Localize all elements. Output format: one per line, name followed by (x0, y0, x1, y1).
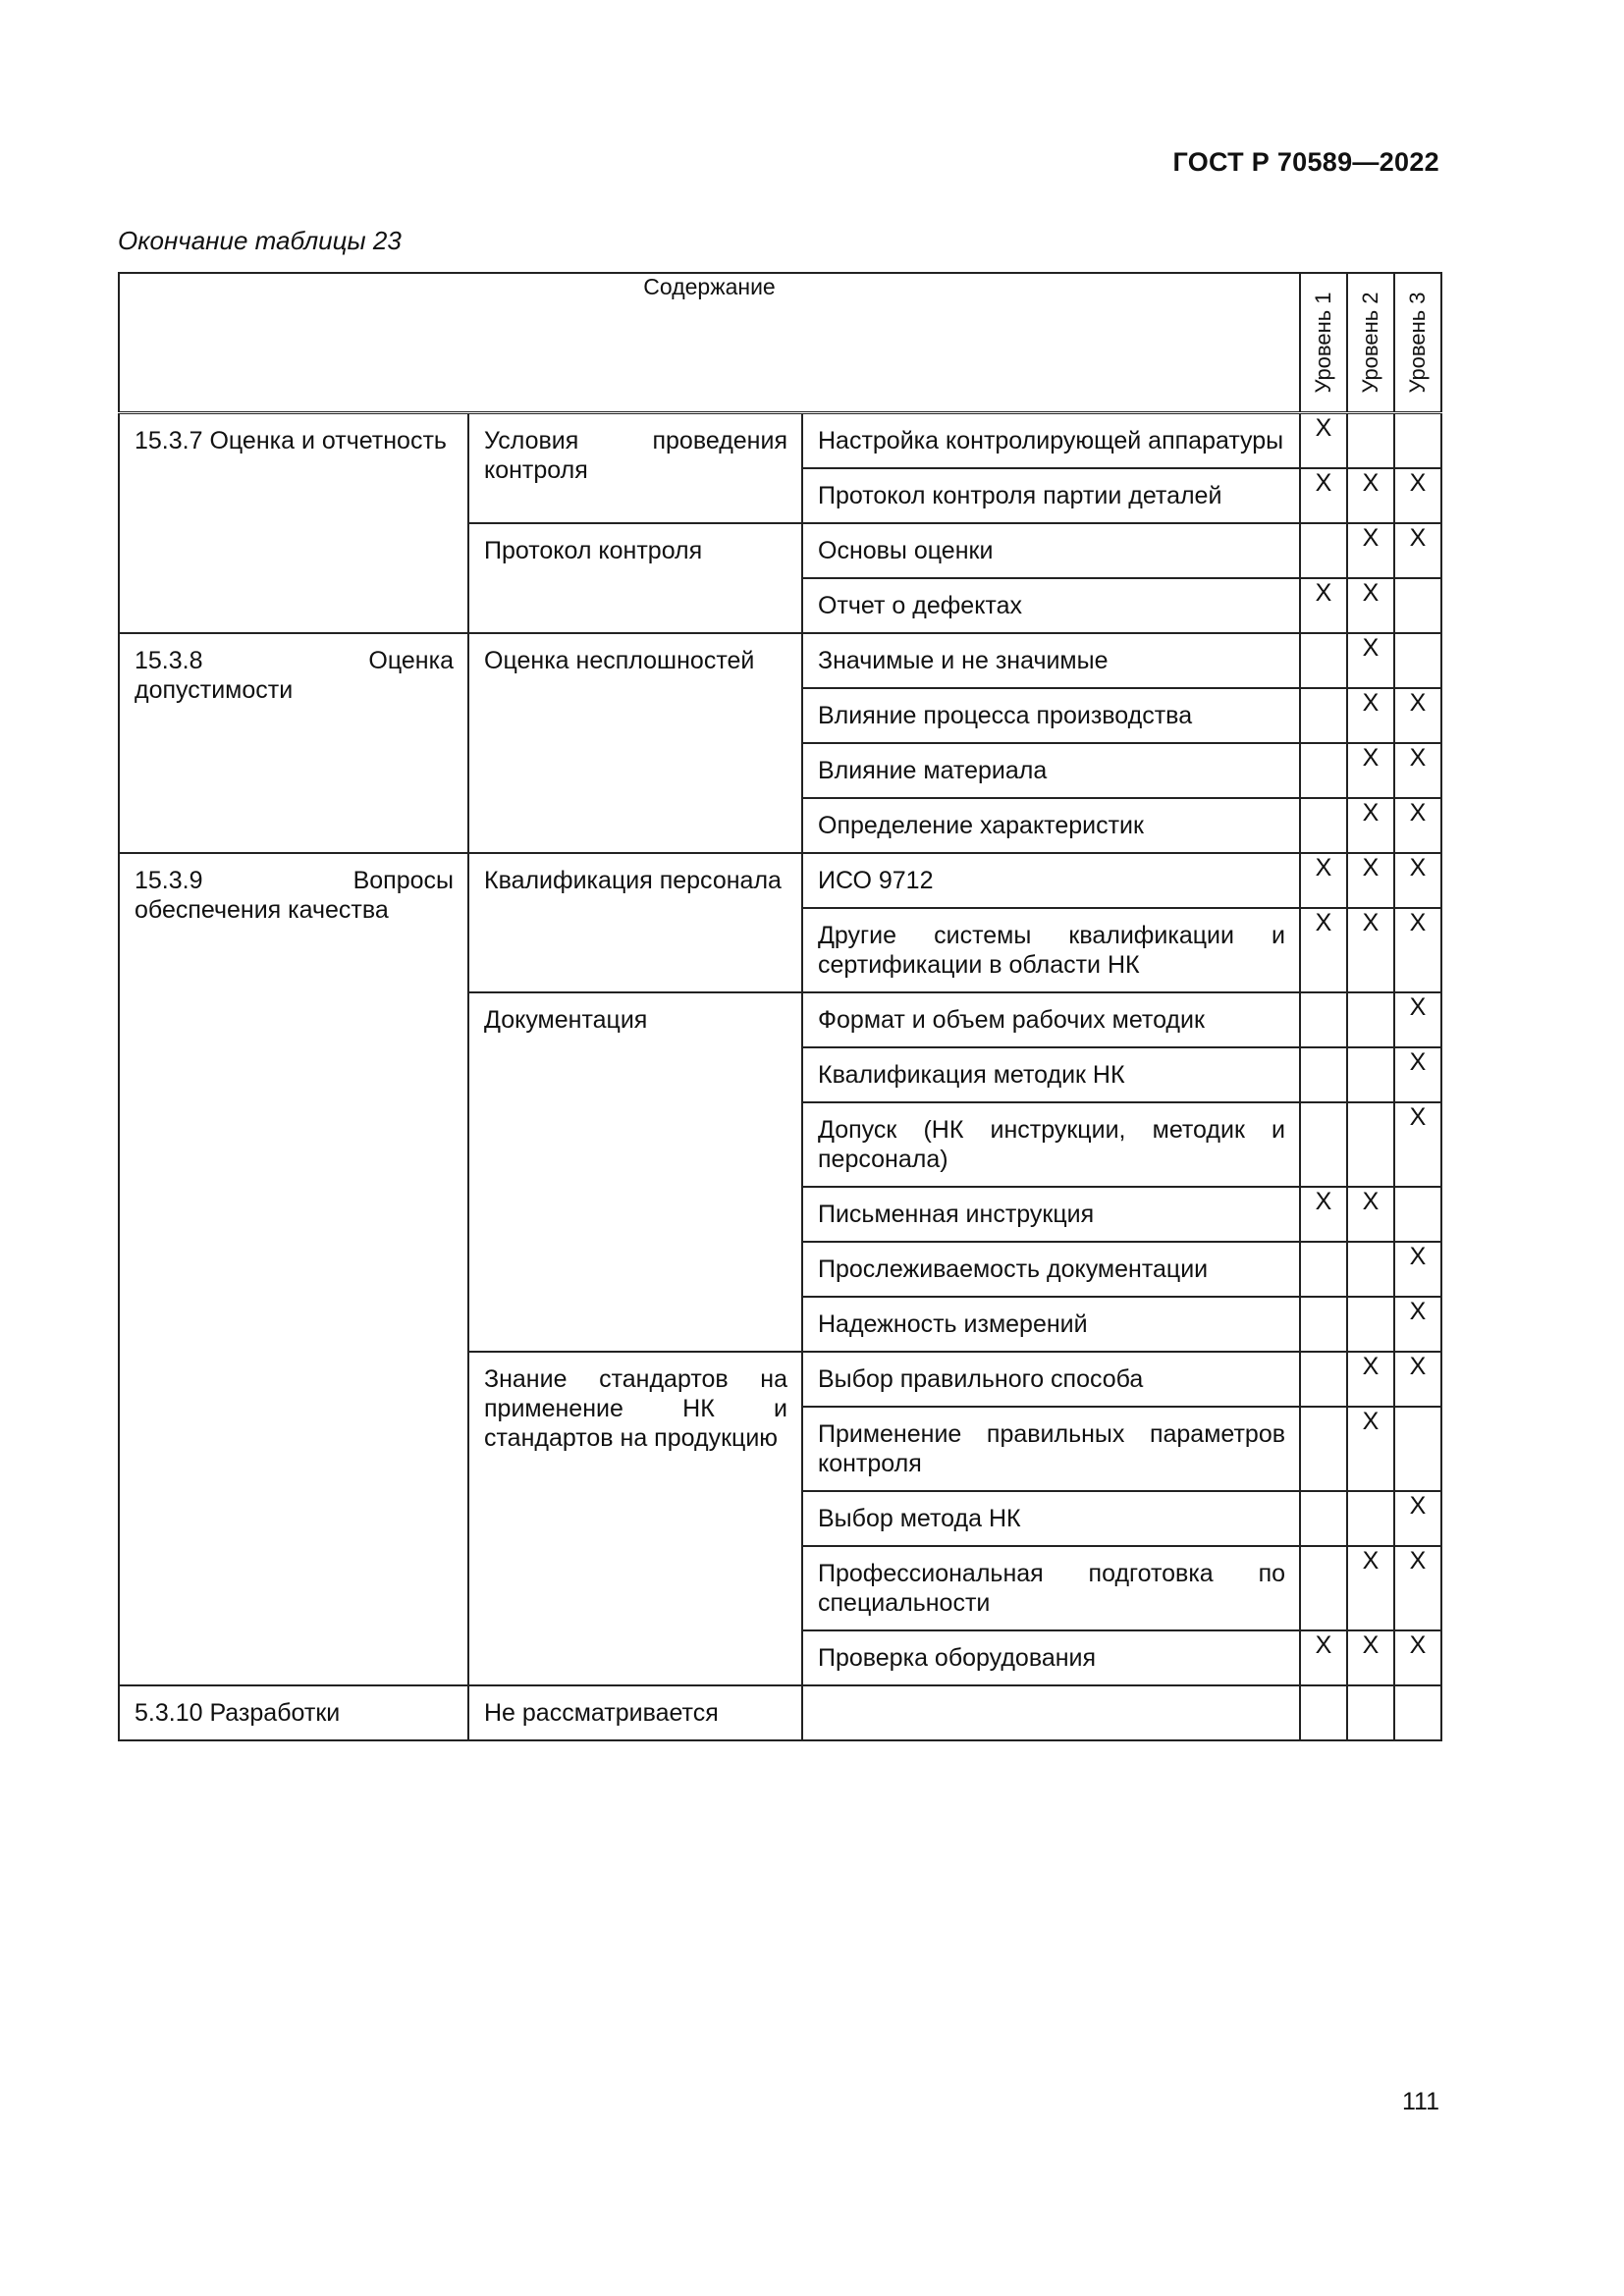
level-2-mark (1347, 1102, 1394, 1187)
item-cell (802, 688, 1300, 743)
topic-cell (468, 853, 802, 992)
table-row (119, 633, 1441, 688)
item-cell (802, 992, 1300, 1047)
level-1-mark (1300, 688, 1347, 743)
level-3-mark: X (1394, 743, 1441, 798)
level-3-mark (1394, 633, 1441, 688)
table-row (119, 1685, 1441, 1740)
level-1-mark (1300, 1407, 1347, 1491)
level-2-mark (1347, 1491, 1394, 1546)
level-3-mark: X (1394, 688, 1441, 743)
item-text: Выбор метода НК (818, 1505, 1021, 1532)
level-1-mark: X (1300, 853, 1347, 908)
level-2-mark (1347, 1685, 1394, 1740)
item-text: Проверка оборудования (818, 1644, 1097, 1672)
level-3-mark: X (1394, 1352, 1441, 1407)
item-text: Прослеживаемость документации (818, 1255, 1209, 1283)
level-1-mark (1300, 1352, 1347, 1407)
level-2-mark: X (1347, 633, 1394, 688)
level-3-mark: X (1394, 468, 1441, 523)
level-2-mark: X (1347, 743, 1394, 798)
section-text: 15.3.7 Оценка и отчетность (135, 427, 447, 454)
item-cell (802, 1242, 1300, 1297)
level-3-mark: X (1394, 1546, 1441, 1630)
level-1-mark (1300, 1491, 1347, 1546)
level-2-mark: X (1347, 578, 1394, 633)
item-text: Квалификация методик НК (818, 1061, 1125, 1089)
header-level-1 (1300, 273, 1347, 413)
level-3-mark: X (1394, 908, 1441, 992)
level-1-mark (1300, 1685, 1347, 1740)
item-cell (802, 1491, 1300, 1546)
level-1-mark: X (1300, 413, 1347, 469)
item-cell (802, 1187, 1300, 1242)
level-3-mark (1394, 413, 1441, 469)
table-row (119, 413, 1441, 469)
item-cell (802, 633, 1300, 688)
level-3-mark: X (1394, 1102, 1441, 1187)
header-level-3 (1394, 273, 1441, 413)
section-cell (119, 853, 468, 1685)
level-1-mark: X (1300, 578, 1347, 633)
topic-text: Протокол контроля (484, 537, 703, 564)
item-text: Применение правильных параметров контроля (818, 1420, 1286, 1477)
section-cell (119, 413, 468, 634)
level-3-mark: X (1394, 992, 1441, 1047)
level-1-mark: X (1300, 908, 1347, 992)
item-text: Определение характеристик (818, 812, 1144, 839)
level-3-mark (1394, 578, 1441, 633)
table-header-row (119, 273, 1441, 413)
level-1-mark: X (1300, 1187, 1347, 1242)
level-3-mark: X (1394, 1491, 1441, 1546)
level-1-mark (1300, 1297, 1347, 1352)
level-3-mark (1394, 1685, 1441, 1740)
level-1-mark (1300, 743, 1347, 798)
topic-cell (468, 413, 802, 524)
level-2-mark: X (1347, 468, 1394, 523)
item-cell (802, 578, 1300, 633)
item-text: Письменная инструкция (818, 1201, 1095, 1228)
level-2-mark: X (1347, 853, 1394, 908)
header-level-2 (1347, 273, 1394, 413)
level-2-mark: X (1347, 908, 1394, 992)
level-3-mark: X (1394, 523, 1441, 578)
header-level-3-label: Уровень 3 (1405, 292, 1431, 394)
item-cell (802, 1546, 1300, 1630)
item-text: Основы оценки (818, 537, 994, 564)
header-level-2-label: Уровень 2 (1358, 292, 1383, 394)
item-cell (802, 468, 1300, 523)
level-3-mark: X (1394, 853, 1441, 908)
level-3-mark (1394, 1407, 1441, 1491)
item-cell (802, 1102, 1300, 1187)
item-text: Допуск (НК инструкции, методик и персонала) (818, 1116, 1286, 1173)
item-text: Влияние материала (818, 757, 1048, 784)
level-1-mark: X (1300, 1630, 1347, 1685)
level-1-mark (1300, 798, 1347, 853)
section-text: 15.3.8 Оценка допустимости (135, 647, 454, 704)
item-text: Влияние процесса производства (818, 702, 1193, 729)
item-cell (802, 908, 1300, 992)
level-2-mark (1347, 1242, 1394, 1297)
level-1-mark (1300, 1242, 1347, 1297)
topic-text: Документация (484, 1006, 648, 1034)
topic-cell (468, 992, 802, 1352)
level-3-mark: X (1394, 1047, 1441, 1102)
item-cell (802, 798, 1300, 853)
level-3-mark: X (1394, 1242, 1441, 1297)
level-2-mark: X (1347, 1187, 1394, 1242)
topic-text: Условия проведения контроля (484, 427, 787, 484)
item-text: Профессиональная подготовка по специальности (818, 1560, 1286, 1617)
item-cell (802, 1297, 1300, 1352)
level-1-mark (1300, 992, 1347, 1047)
table-row (119, 853, 1441, 908)
item-text: Формат и объем рабочих методик (818, 1006, 1205, 1034)
item-text (803, 1686, 1299, 1710)
level-1-mark (1300, 633, 1347, 688)
section-text: 5.3.10 Разработки (135, 1699, 341, 1727)
item-cell (802, 1407, 1300, 1491)
topic-cell (468, 1352, 802, 1685)
header-content: Содержание (119, 273, 1300, 413)
level-1-mark (1300, 1047, 1347, 1102)
item-text: Выбор правильного способа (818, 1365, 1144, 1393)
item-text: Другие системы квалификации и сертификации в области НК (818, 922, 1286, 979)
level-2-mark: X (1347, 1630, 1394, 1685)
section-text: 15.3.9 Вопросы обеспечения качества (135, 867, 454, 924)
level-1-mark (1300, 523, 1347, 578)
topic-text: Оценка несплошностей (484, 647, 755, 674)
item-cell (802, 743, 1300, 798)
topic-text: Квалификация персонала (484, 867, 782, 894)
item-cell (802, 1047, 1300, 1102)
level-1-mark: X (1300, 468, 1347, 523)
table-caption: Окончание таблицы 23 (118, 226, 402, 255)
section-cell (119, 633, 468, 853)
item-cell (802, 1352, 1300, 1407)
item-text: Настройка контролирующей аппаратуры (818, 427, 1284, 454)
level-2-mark: X (1347, 523, 1394, 578)
topic-cell (468, 1685, 802, 1740)
level-2-mark (1347, 1047, 1394, 1102)
item-text: Надежность измерений (818, 1310, 1088, 1338)
level-2-mark: X (1347, 1407, 1394, 1491)
assessment-table (118, 272, 1442, 1741)
level-3-mark: X (1394, 1630, 1441, 1685)
topic-text: Знание стандартов на применение НК и стандартов на продукцию (484, 1365, 787, 1452)
level-2-mark: X (1347, 688, 1394, 743)
topic-cell (468, 633, 802, 853)
page-number: 111 (1401, 2088, 1439, 2115)
topic-cell (468, 523, 802, 633)
level-1-mark (1300, 1102, 1347, 1187)
level-3-mark: X (1394, 1297, 1441, 1352)
topic-text: Не рассматривается (484, 1699, 719, 1727)
level-2-mark (1347, 992, 1394, 1047)
level-3-mark (1394, 1187, 1441, 1242)
item-text: ИСО 9712 (818, 867, 934, 894)
level-2-mark (1347, 413, 1394, 469)
level-2-mark: X (1347, 1546, 1394, 1630)
item-cell (802, 523, 1300, 578)
level-2-mark: X (1347, 1352, 1394, 1407)
item-text: Протокол контроля партии деталей (818, 482, 1222, 509)
header-level-1-label: Уровень 1 (1311, 292, 1336, 394)
level-2-mark: X (1347, 798, 1394, 853)
item-text: Значимые и не значимые (818, 647, 1109, 674)
item-cell (802, 853, 1300, 908)
item-cell (802, 413, 1300, 469)
item-text: Отчет о дефектах (818, 592, 1022, 619)
standard-code: ГОСТ Р 70589—2022 (1172, 147, 1439, 177)
item-cell (802, 1685, 1300, 1740)
level-1-mark (1300, 1546, 1347, 1630)
section-cell (119, 1685, 468, 1740)
item-cell (802, 1630, 1300, 1685)
level-3-mark: X (1394, 798, 1441, 853)
level-2-mark (1347, 1297, 1394, 1352)
